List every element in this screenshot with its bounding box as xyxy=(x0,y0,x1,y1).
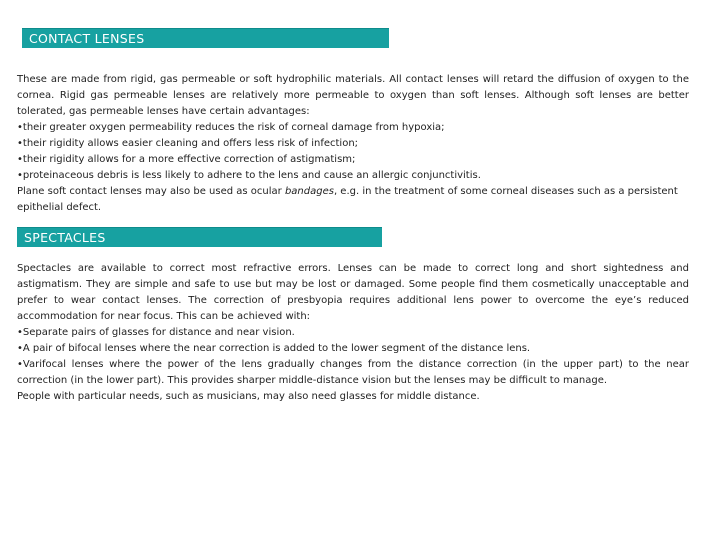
closing-text-end: , e.g. in the treatment of some corneal diseases such as a persistent epithelial defect. xyxy=(17,186,678,213)
contact-lenses-bullet-astigmatism: •their rigidity allows for a more effective correction of astigmatism; xyxy=(17,154,356,165)
contact-lenses-intro: These are made from rigid, gas permeable or soft hydrophilic materials. All contact lenses will retard the diffusion of oxygen to the cornea. Rigid gas permeable lenses are relatively more permeable to oxygen than soft lenses. Although soft lenses are better tolerated, gas permeable lenses have certain advantages: xyxy=(17,74,689,117)
contact-lenses-bullet-debris: •proteinaceous debris is less likely to adhere to the lens and cause an allergic conjunctivitis. xyxy=(17,170,481,181)
closing-italic-term: bandages xyxy=(284,186,334,197)
spectacles-heading: SPECTACLES xyxy=(17,227,382,247)
contact-lenses-closing xyxy=(17,184,689,216)
spectacles-bullet-separate: •Separate pairs of glasses for distance and near vision. xyxy=(17,327,295,338)
spectacles-section xyxy=(17,261,689,405)
spectacles-closing: People with particular needs, such as musicians, may also need glasses for middle distance. xyxy=(17,391,480,402)
spectacles-bullet-varifocal: •Varifocal lenses where the power of the lens gradually changes from the distance correction (in the upper part) to the near correction (in the lower part). This provides sharper middle-distance vision but the lenses may be difficult to manage. xyxy=(17,359,689,386)
spectacles-intro: Spectacles are available to correct most refractive errors. Lenses can be made to correct long and short sightedness and astigmatism. They are simple and safe to use but may be lost or damaged. Some people find them cosmetically unacceptable and prefer to wear contact lenses. The correction of presbyopia requires additional lens power to overcome the eye’s reduced accommodation for near focus. This can be achieved with: xyxy=(17,263,689,322)
contact-lenses-bullet-cleaning: •their rigidity allows easier cleaning and offers less risk of infection; xyxy=(17,138,359,149)
contact-lenses-section xyxy=(17,72,689,216)
spectacles-bullet-bifocal: •A pair of bifocal lenses where the near correction is added to the lower segment of the distance lens. xyxy=(17,343,531,354)
contact-lenses-heading: CONTACT LENSES xyxy=(22,28,389,48)
closing-text-start: Plane soft contact lenses may also be used as ocular xyxy=(17,186,285,197)
contact-lenses-bullet-oxygen: •their greater oxygen permeability reduces the risk of corneal damage from hypoxia; xyxy=(17,122,445,133)
